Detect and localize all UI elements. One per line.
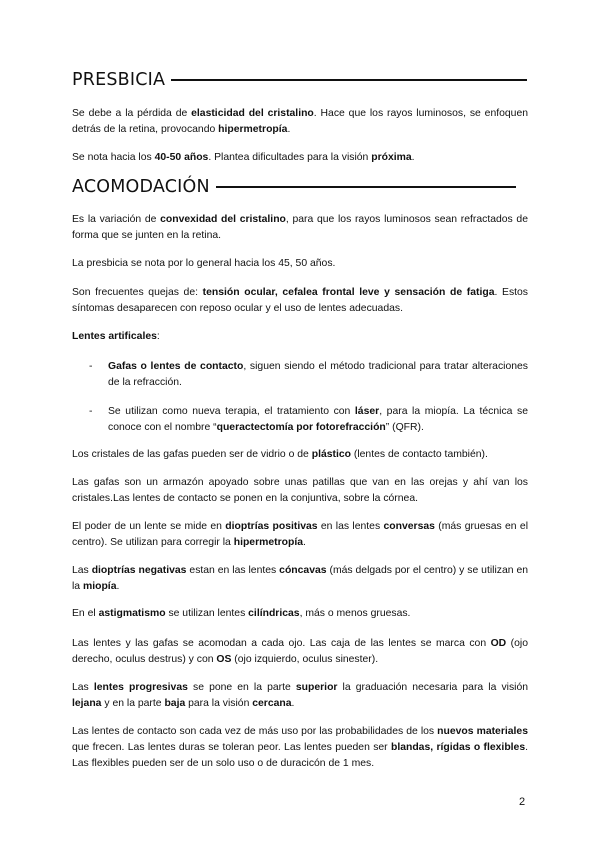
paragraph-acomodacion-definition: Es la variación de convexidad del cristalino, para que los rayos luminosos sean refractados de forma que se junten en la retina. (72, 214, 528, 241)
paragraph-armazon: Las gafas son un armazón apoyado sobre unas patillas que van en las orejas y ahí van los cristales.Las lentes de contacto se ponen en la conjuntiva, sobre la córnea. (72, 477, 528, 504)
paragraph-od-os: Las lentes y las gafas se acomodan a cada ojo. Las caja de las lentes se marca con OD (ojo derecho, oculus destrus) y con OS (ojo izquierdo, oculus sinester). (72, 638, 528, 665)
heading-rule (216, 186, 516, 188)
paragraph-cristales: Los cristales de las gafas pueden ser de vidrio o de plástico (lentes de contacto también). (72, 449, 488, 460)
section-heading-acomodacion (72, 177, 516, 197)
bullet-dash: - (89, 361, 93, 372)
list-item-laser: Se utilizan como nueva terapia, el tratamiento con láser, para la miopía. La técnica se conoce con el nombre “queractectomía por fotorefracción” (QFR). (108, 406, 529, 433)
heading-rule (171, 79, 527, 81)
paragraph-dioptrias-negativas: Las dioptrías negativas estan en las lentes cóncavas (más delgads por el centro) y se utilizan en la miopía. (72, 565, 529, 592)
list-item-gafas: Gafas o lentes de contacto, siguen siendo el método tradicional para tratar alteraciones de la refracción. (108, 361, 529, 388)
paragraph-dioptrias-positivas: El poder de un lente se mide en dioptrías positivas en las lentes conversas (más gruesas en el centro). Se utilizan para corregir la hipermetropía. (72, 521, 529, 548)
paragraph-progresivas: Las lentes progresivas se pone en la parte superior la graduación necesaria para la visión lejana y en la parte baja para la visión cercana. (72, 682, 529, 709)
paragraph-astigmatismo: En el astigmatismo se utilizan lentes cilíndricas, más o menos gruesas. (72, 608, 411, 619)
paragraph-lentes-contacto: Las lentes de contacto son cada vez de más uso por las probabilidades de los nuevos materiales que frecen. Las lentes duras se toleran peor. Las lentes pueden ser blandas, rígidas o flexibles. Las flexibles pueden ser de un solo uso o de duracicón de 1 mes. (72, 726, 528, 769)
paragraph-presbicia-age: Se nota hacia los 40-50 años. Plantea dificultades para la visión próxima. (72, 152, 415, 163)
paragraph-presbicia-cause: Se debe a la pérdida de elasticidad del cristalino. Hace que los rayos luminosos, se enfoquen detrás de la retina, provocando hipermetropía. (72, 108, 528, 135)
section-heading-presbicia (72, 70, 527, 90)
bullet-dash: - (89, 406, 93, 417)
paragraph-presbicia-age-2: La presbicia se nota por lo general hacia los 45, 50 años. (72, 258, 336, 269)
page-number: 2 (519, 796, 526, 808)
paragraph-symptoms: Son frecuentes quejas de: tensión ocular, cefalea frontal leve y sensación de fatiga. Estos síntomas desaparecen con reposo ocular y el uso de lentes adecuadas. (72, 287, 529, 314)
subheading-lentes: Lentes artificales: (72, 331, 160, 342)
heading-text: PRESBICIA (72, 70, 166, 90)
heading-text: ACOMODACIÓN (72, 177, 210, 197)
